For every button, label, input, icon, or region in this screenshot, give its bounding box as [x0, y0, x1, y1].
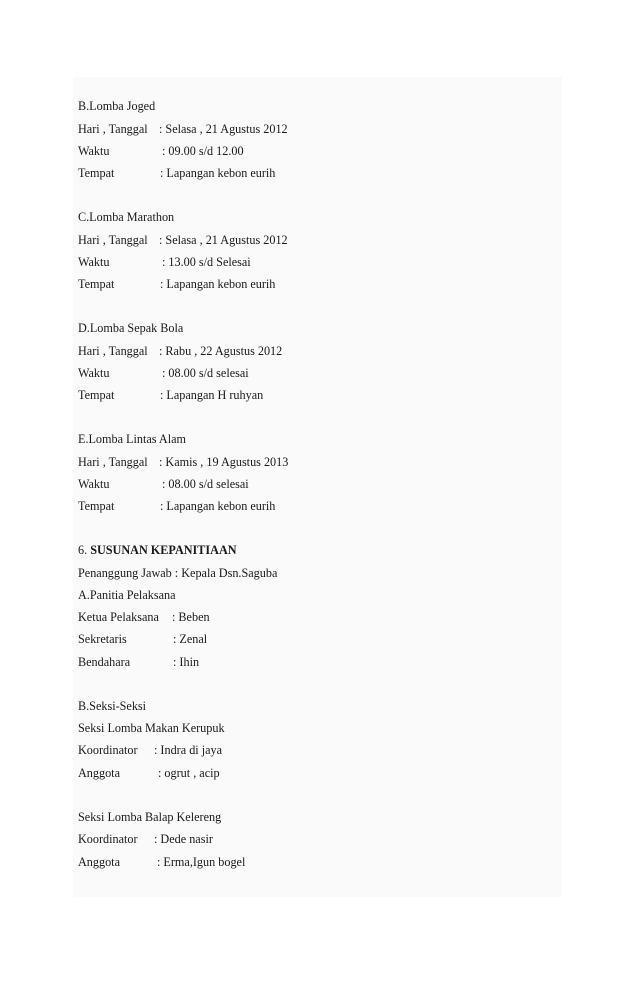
- sekretaris-label: Sekretaris: [78, 632, 127, 646]
- lomba-sepak-bola-waktu-row: [78, 366, 249, 380]
- lomba-sepak-bola-hari-row: [78, 344, 283, 358]
- makan-kerupuk-anggota-row: [78, 766, 220, 780]
- waktu-label: Waktu: [78, 477, 110, 491]
- tempat-label: Tempat: [78, 166, 115, 180]
- lomba-sepak-bola-tempat-row: [78, 388, 264, 402]
- tempat-value: : Lapangan kebon eurih: [160, 166, 276, 180]
- waktu-value: : 08.00 s/d selesai: [162, 366, 249, 380]
- lomba-lintas-alam-title: E.Lomba Lintas Alam: [78, 432, 186, 446]
- lomba-sepak-bola-title: D.Lomba Sepak Bola: [78, 321, 184, 335]
- hari-label: Hari , Tanggal: [78, 122, 148, 136]
- waktu-label: Waktu: [78, 144, 110, 158]
- ketua-row: [78, 610, 210, 624]
- waktu-value: : 08.00 s/d selesai: [162, 477, 249, 491]
- anggota-label: Anggota: [78, 855, 120, 869]
- koordinator-label: Koordinator: [78, 743, 138, 757]
- waktu-label: Waktu: [78, 255, 110, 269]
- koordinator-label: Koordinator: [78, 832, 138, 846]
- tempat-label: Tempat: [78, 388, 115, 402]
- koordinator-value: : Indra di jaya: [154, 743, 223, 757]
- lomba-lintas-alam-waktu-row: [78, 477, 249, 491]
- hari-label: Hari , Tanggal: [78, 344, 148, 358]
- susunan-heading: [78, 543, 237, 557]
- document-page: [73, 77, 562, 897]
- tempat-value: : Lapangan kebon eurih: [160, 499, 276, 513]
- seksi-seksi-title: B.Seksi-Seksi: [78, 699, 147, 713]
- ketua-label: Ketua Pelaksana: [78, 610, 159, 624]
- lomba-marathon-tempat-row: [78, 277, 276, 291]
- hari-label: Hari , Tanggal: [78, 233, 148, 247]
- balap-kelereng-koordinator-row: [78, 832, 213, 846]
- lomba-joged-title: B.Lomba Joged: [78, 99, 156, 113]
- tempat-label: Tempat: [78, 277, 115, 291]
- hari-value: : Selasa , 21 Agustus 2012: [159, 122, 288, 136]
- lomba-marathon-waktu-row: [78, 255, 251, 269]
- lomba-marathon-title: C.Lomba Marathon: [78, 210, 175, 224]
- seksi-makan-kerupuk-title: Seksi Lomba Makan Kerupuk: [78, 721, 225, 735]
- lomba-lintas-alam-tempat-row: [78, 499, 276, 513]
- lomba-lintas-alam-hari-row: [78, 455, 289, 469]
- section-number: 6.: [78, 543, 88, 557]
- anggota-label: Anggota: [78, 766, 120, 780]
- sekretaris-row: [78, 632, 208, 646]
- ketua-value: : Beben: [172, 610, 210, 624]
- section-title: SUSUNAN KEPANITIAAN: [90, 543, 237, 557]
- lomba-joged-tempat-row: [78, 166, 276, 180]
- bendahara-value: : Ihin: [173, 655, 200, 669]
- panitia-pelaksana-title: A.Panitia Pelaksana: [78, 588, 176, 602]
- hari-value: : Kamis , 19 Agustus 2013: [159, 455, 289, 469]
- hari-label: Hari , Tanggal: [78, 455, 148, 469]
- koordinator-value: : Dede nasir: [154, 832, 213, 846]
- lomba-joged-hari-row: [78, 122, 288, 136]
- waktu-value: : 13.00 s/d Selesai: [162, 255, 251, 269]
- sekretaris-value: : Zenal: [173, 632, 208, 646]
- tempat-value: : Lapangan kebon eurih: [160, 277, 276, 291]
- bendahara-label: Bendahara: [78, 655, 131, 669]
- makan-kerupuk-koordinator-row: [78, 743, 223, 757]
- waktu-label: Waktu: [78, 366, 110, 380]
- balap-kelereng-anggota-row: [78, 855, 246, 869]
- lomba-joged-waktu-row: [78, 144, 244, 158]
- lomba-marathon-hari-row: [78, 233, 288, 247]
- anggota-value: : Erma,Igun bogel: [157, 855, 246, 869]
- bendahara-row: [78, 655, 200, 669]
- seksi-balap-kelereng-title: Seksi Lomba Balap Kelereng: [78, 810, 222, 824]
- tempat-value: : Lapangan H ruhyan: [160, 388, 264, 402]
- hari-value: : Rabu , 22 Agustus 2012: [159, 344, 283, 358]
- waktu-value: : 09.00 s/d 12.00: [162, 144, 244, 158]
- hari-value: : Selasa , 21 Agustus 2012: [159, 233, 288, 247]
- penanggung-jawab: Penanggung Jawab : Kepala Dsn.Saguba: [78, 566, 278, 580]
- tempat-label: Tempat: [78, 499, 115, 513]
- anggota-value: : ogrut , acip: [158, 766, 220, 780]
